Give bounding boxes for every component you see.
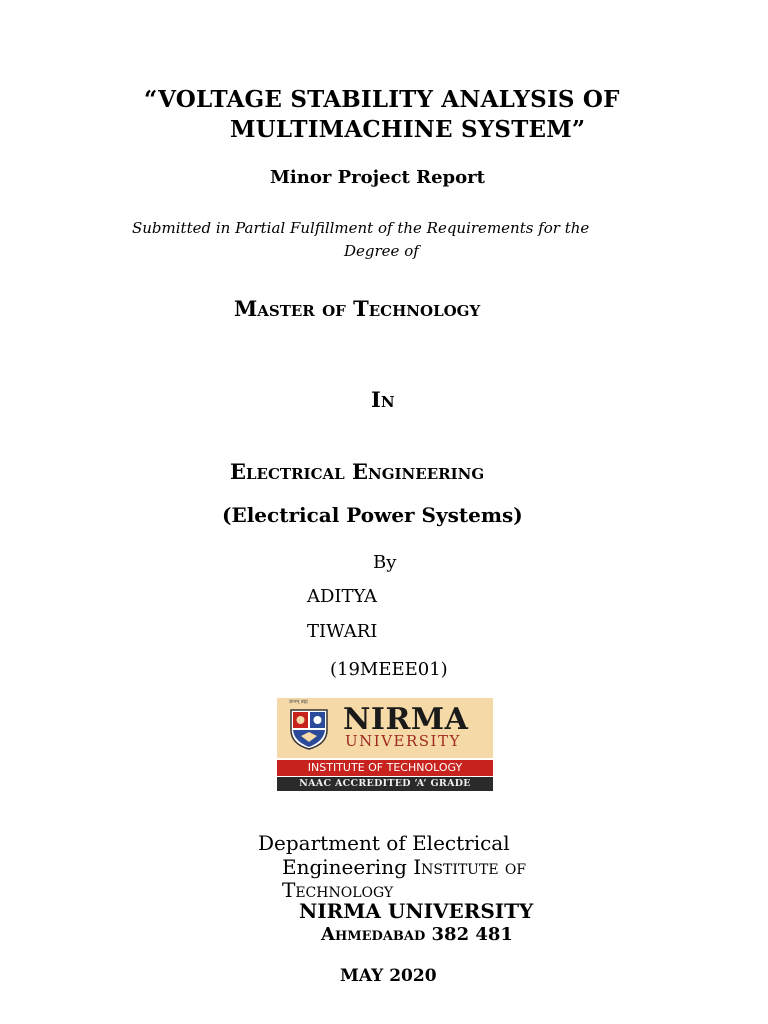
submission-date: MAY 2020: [340, 966, 437, 986]
department-line-2: [282, 855, 526, 879]
pin-code: 382 481: [425, 924, 513, 945]
city-address: [321, 924, 513, 945]
logo-university: UNIVERSITY: [345, 732, 461, 750]
logo-motto: ज्ञानम् ब्रह्म: [289, 699, 308, 705]
branch-name: Electrical Engineering: [230, 459, 485, 484]
logo-banner: [277, 698, 493, 758]
department-line-3: Technology: [282, 878, 394, 902]
department-line-1: Department of Electrical: [258, 831, 510, 855]
author-last-name: TIWARI: [307, 621, 378, 642]
logo-name: NIRMA: [343, 702, 469, 737]
logo-institute: INSTITUTE OF TECHNOLOGY: [277, 760, 493, 776]
report-title-line-1: “VOLTAGE STABILITY ANALYSIS OF: [144, 86, 620, 113]
city-name: Ahmedabad: [321, 924, 426, 945]
by-label: By: [373, 552, 397, 573]
submission-note-line-1: Submitted in Partial Fulfillment of the Requirements for the: [132, 219, 590, 237]
submission-note-line-2: Degree of: [344, 242, 419, 260]
degree-name: Master of Technology: [234, 296, 481, 321]
author-roll-number: (19MEEE01): [330, 659, 448, 680]
nirma-university-logo: [277, 698, 493, 792]
department-engineering: Engineering: [282, 855, 414, 879]
report-title-line-2: MULTIMACHINE SYSTEM”: [230, 116, 586, 143]
report-type: Minor Project Report: [270, 167, 485, 188]
logo-accreditation: NAAC ACCREDITED ‘A’ GRADE: [277, 777, 493, 791]
university-emblem-icon: [289, 706, 329, 750]
author-first-name: ADITYA: [307, 586, 378, 607]
in-label: In: [371, 387, 395, 412]
department-institute: Institute of: [413, 855, 527, 879]
specialization: (Electrical Power Systems): [222, 503, 523, 527]
university-name: NIRMA UNIVERSITY: [299, 899, 534, 923]
